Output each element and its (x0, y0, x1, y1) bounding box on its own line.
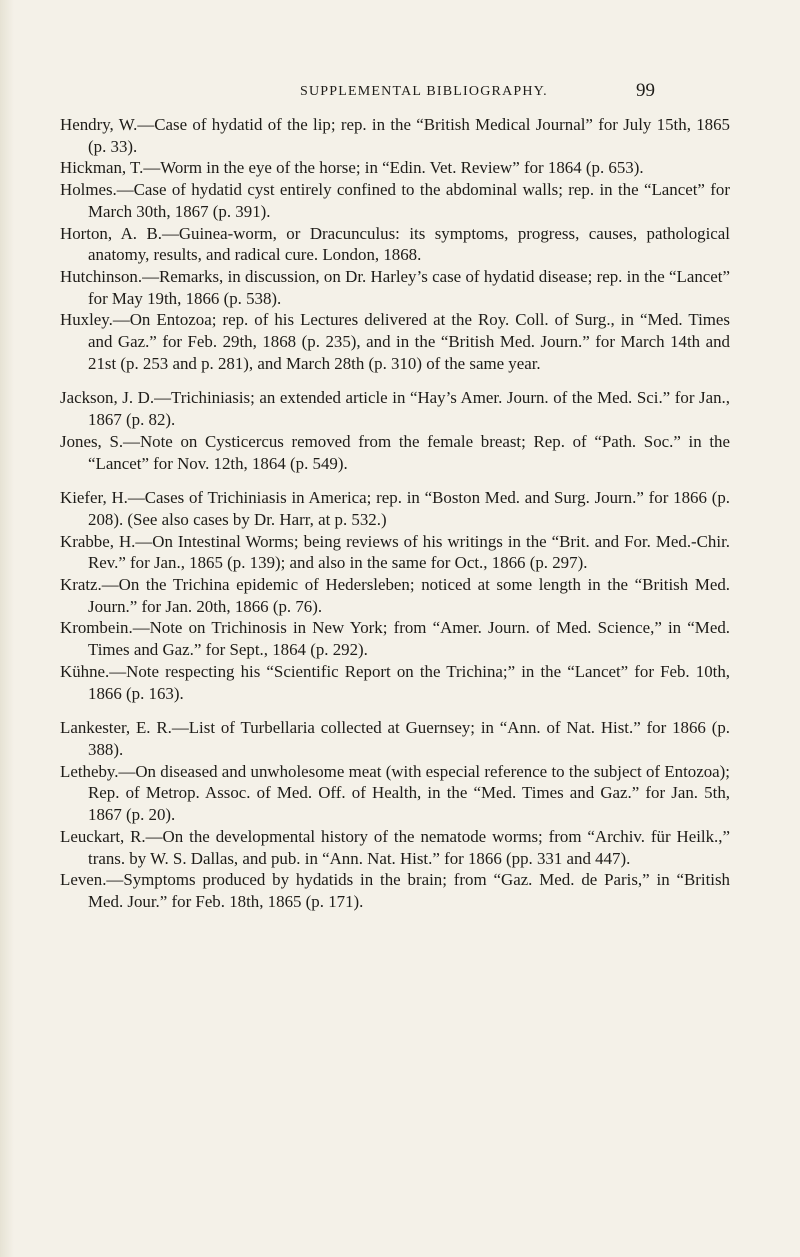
entry-group-j (60, 387, 730, 474)
bibliography-entry: Krabbe, H.—On Intestinal Worms; being reviews of his writings in the “Brit. and For. Med.-Chir. Rev.” for Jan., 1865 (p. 139); and also in the same for Oct., 1866 (p. 297). (60, 531, 730, 573)
bibliography-entry: Lankester, E. R.—List of Turbellaria collected at Guernsey; in “Ann. of Nat. Hist.” for 1866 (p. 388). (60, 718, 730, 759)
bibliography-entry: Letheby.—On diseased and unwholesome meat (with especial reference to the subject of Entozoa); Rep. of Metrop. Assoc. of Med. Off. of Health, in the “Med. Times and Gaz.” for Jan. 5th, 1867 (p. 20). (60, 761, 730, 825)
bibliography-entry: Horton, A. B.—Guinea-worm, or Dracunculus: its symptoms, progress, causes, pathological anatomy, results, and radical cure. London, 1868. (60, 223, 730, 265)
bibliography-entry: Holmes.—Case of hydatid cyst entirely confined to the abdominal walls; rep. in the “Lancet” for March 30th, 1867 (p. 391). (60, 180, 730, 221)
bibliography-entry: Huxley.—On Entozoa; rep. of his Lectures delivered at the Roy. Coll. of Surg., in “Med. Times and Gaz.” for Feb. 29th, 1868 (p. 235), and in the “British Med. Journ.” for March 14th and 21st (p. 253 and p. 281), and March 28th (p. 310) of the same year. (60, 310, 730, 373)
bibliography-entries (60, 114, 730, 913)
page-header (0, 80, 800, 104)
bibliography-entry: Hickman, T.—Worm in the eye of the horse; in “Edin. Vet. Review” for 1864 (p. 653). (60, 158, 644, 178)
bibliography-entry: Kühne.—Note respecting his “Scientific Report on the Trichina;” in the “Lancet” for Feb. 10th, 1866 (p. 163). (60, 661, 730, 703)
bibliography-entry: Hutchinson.—Remarks, in discussion, on Dr. Harley’s case of hydatid disease; rep. in the “Lancet” for May 19th, 1866 (p. 538). (60, 266, 730, 308)
bibliography-entry: Leven.—Symptoms produced by hydatids in the brain; from “Gaz. Med. de Paris,” in “British Med. Jour.” for Feb. 18th, 1865 (p. 171). (60, 870, 730, 911)
entry-group-l (60, 717, 730, 912)
bibliography-entry: Hendry, W.—Case of hydatid of the lip; rep. in the “British Medical Journal” for July 15th, 1865 (p. 33). (60, 115, 730, 156)
entry-group-h (60, 114, 730, 374)
bibliography-entry: Krombein.—Note on Trichinosis in New York; from “Amer. Journ. of Med. Science,” in “Med. Times and Gaz.” for Sept., 1864 (p. 292). (60, 618, 730, 660)
entry-group-k (60, 487, 730, 704)
running-title: SUPPLEMENTAL BIBLIOGRAPHY. (300, 84, 548, 99)
bibliography-entry: Jackson, J. D.—Trichiniasis; an extended article in “Hay’s Amer. Journ. of the Med. Sci.” for Jan., 1867 (p. 82). (60, 388, 730, 430)
bibliography-entry: Leuckart, R.—On the developmental history of the nematode worms; from “Archiv. für Heilk.,” trans. by W. S. Dallas, and pub. in “Ann. Nat. Hist.” for 1866 (pp. 331 and 447). (60, 826, 730, 868)
bibliography-entry: Kiefer, H.—Cases of Trichiniasis in America; rep. in “Boston Med. and Surg. Journ.” for 1866 (p. 208). (See also cases by Dr. Harr, at p. 532.) (60, 488, 730, 529)
page-number: 99 (636, 80, 655, 101)
page-edge-shadow (0, 0, 14, 1257)
bibliography-entry: Jones, S.—Note on Cysticercus removed from the female breast; Rep. of “Path. Soc.” in the “Lancet” for Nov. 12th, 1864 (p. 549). (60, 431, 730, 473)
bibliography-entry: Kratz.—On the Trichina epidemic of Hedersleben; noticed at some length in the “British Med. Journ.” for Jan. 20th, 1866 (p. 76). (60, 575, 730, 616)
